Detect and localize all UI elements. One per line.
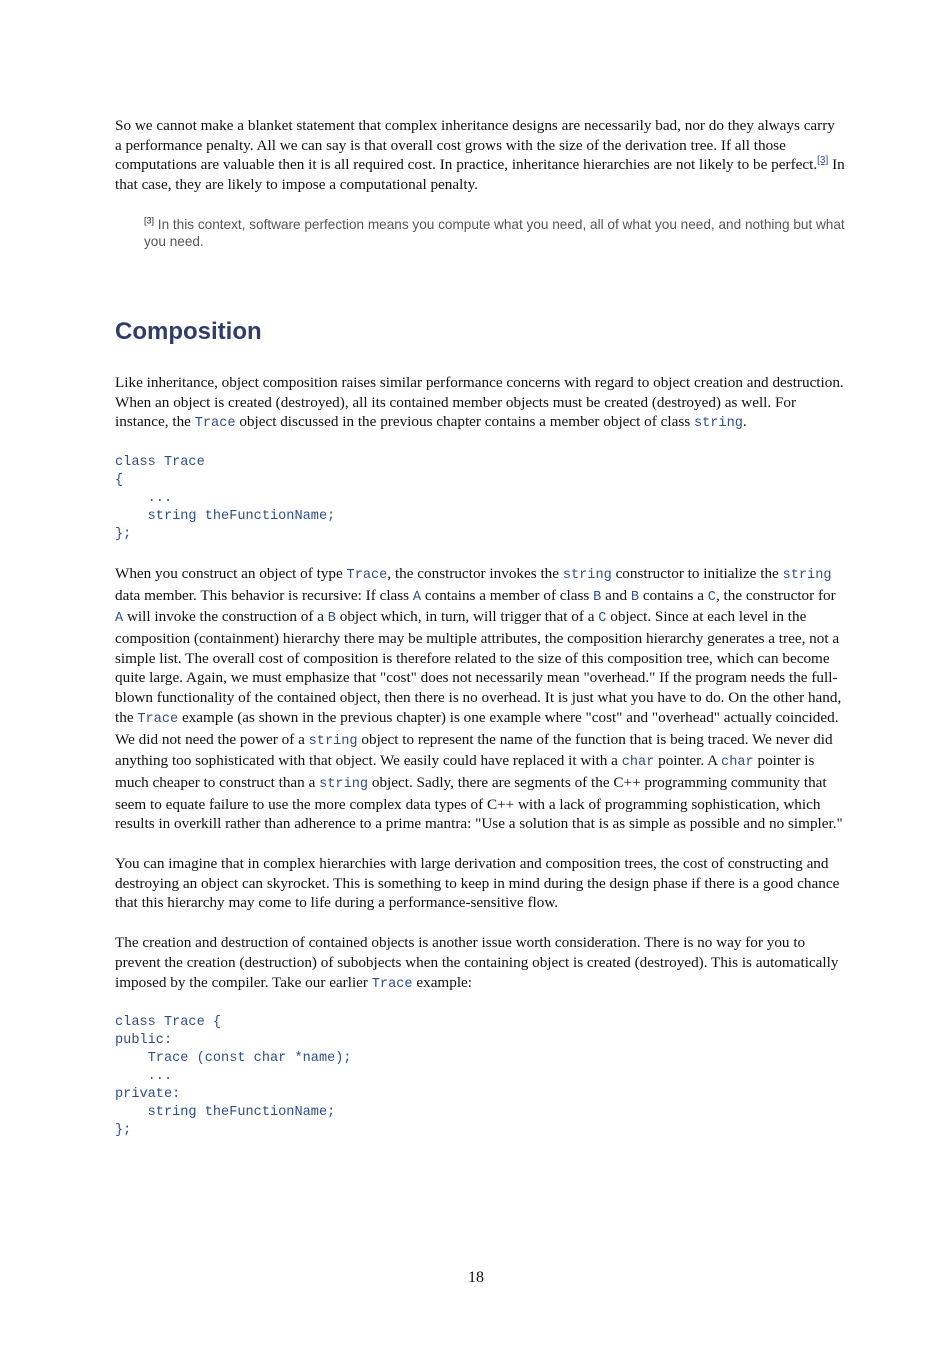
text: . bbox=[742, 413, 747, 431]
paragraph-subobject-creation bbox=[115, 933, 845, 994]
text: So we cannot make a blanket statement that complex inheritance designs are necessarily bad, nor do they always carry a performance penalty. All we can say is that overall cost grows with the size of the derivation tree. If all those computations are valuable then it is all required cost. In practice, inheritance hierarchies are not likely to be perfect. bbox=[115, 117, 835, 174]
code-block-trace-class: class Trace { ... string theFunctionName; }; bbox=[115, 454, 336, 542]
footnote-reference-link[interactable]: [3] bbox=[817, 155, 829, 167]
text: In that case, they are likely to impose a computational penalty. bbox=[115, 156, 845, 194]
text: contains a bbox=[639, 586, 708, 604]
section-heading: Composition bbox=[115, 317, 262, 345]
text: object to represent the name of the function that is being traced. We never did anything too sophisticated with that object. We easily could have replaced it with a bbox=[115, 730, 833, 770]
inline-code: Trace bbox=[194, 416, 236, 432]
code-block-trace-class-full: class Trace { public: Trace (const char *name); ... private: string theFunctionName; }; bbox=[115, 1015, 352, 1139]
text: object which, in turn, will trigger that of a bbox=[335, 608, 599, 626]
text: The creation and destruction of contained objects is another issue worth consideration. There is no way for you to prevent the creation (destruction) of subobjects when the containing object is created (destroyed). This is automatically imposed by the compiler. Take our earlier bbox=[115, 934, 839, 991]
inline-code: string bbox=[693, 416, 743, 432]
paragraph-constructor-recursion bbox=[115, 564, 845, 834]
inline-code: A bbox=[115, 611, 124, 627]
inline-code: char bbox=[721, 755, 754, 771]
inline-code: string bbox=[782, 567, 832, 583]
page-body bbox=[115, 116, 845, 1140]
text: will invoke the construction of a bbox=[123, 608, 328, 626]
text: object. Since at each level in the composition (containment) hierarchy there may be multiple attributes, the composition hierarchy generates a tree, not a simple list. The overall cost of composition is therefore related to the size of this composition tree, which can become quite large. Again, we must emphasize that "cost" does not necessarily mean "overhead." If the program needs the full-blown functionality of the contained object, then there is no overhead. It is just what you have to do. On the other hand, the bbox=[115, 608, 842, 726]
text: Like inheritance, object composition raises similar performance concerns with regard to object creation and destruction. When an object is created (destroyed), all its contained member objects must be created (destroyed) as well. For instance, the bbox=[115, 373, 844, 431]
inline-code: C bbox=[707, 589, 716, 605]
inline-code: B bbox=[630, 589, 640, 605]
inline-code: string bbox=[319, 776, 369, 792]
text: pointer. A bbox=[654, 752, 722, 770]
footnote-text: In this context, software perfection means you compute what you need, all of what you need, and nothing but what you need. bbox=[144, 216, 845, 249]
text: When you construct an object of type bbox=[115, 564, 347, 582]
inline-code: char bbox=[621, 755, 655, 771]
paragraph-complex-hierarchies: You can imagine that in complex hierarchies with large derivation and composition trees, the cost of constructing and destroying an object can skyrocket. This is something to keep in mind during the design phase if there is a good chance that this hierarchy may come to life during a performance-sensitive flow. bbox=[115, 855, 840, 912]
text: object discussed in the previous chapter contains a member object of class bbox=[235, 413, 694, 431]
inline-code: A bbox=[412, 589, 422, 605]
inline-code: B bbox=[593, 589, 602, 605]
text: and bbox=[601, 586, 631, 604]
text: , the constructor for bbox=[715, 586, 836, 604]
inline-code: Trace bbox=[137, 711, 179, 727]
inline-code: B bbox=[327, 611, 336, 627]
text: constructor to initialize the bbox=[611, 564, 783, 582]
inline-code: string bbox=[308, 733, 358, 749]
inline-code: string bbox=[562, 567, 612, 583]
paragraph-composition-intro bbox=[115, 373, 845, 434]
inline-code: Trace bbox=[346, 567, 388, 583]
page-number: 18 bbox=[468, 1269, 484, 1286]
footnote bbox=[144, 216, 845, 250]
text: data member. This behavior is recursive: If class bbox=[115, 586, 413, 604]
inline-code: Trace bbox=[371, 976, 413, 992]
text: , the constructor invokes the bbox=[387, 564, 563, 582]
footnote-mark: [3] bbox=[144, 215, 155, 226]
text: example: bbox=[412, 973, 473, 991]
text: example (as shown in the previous chapter) is one example where "cost" and "overhead" actually coincided. We did not need the power of a bbox=[115, 708, 839, 748]
inline-code: C bbox=[598, 611, 607, 627]
text: contains a member of class bbox=[421, 586, 594, 604]
text: object. Sadly, there are segments of the C++ programming community that seem to equate failure to use the more complex data types of C++ with a lack of programming sophistication, which results in overkill rather than adherence to a prime mantra: "Use a solution that is as simple as possible and no simpler." bbox=[115, 773, 843, 833]
paragraph-inheritance-cost bbox=[115, 116, 845, 195]
text: pointer is much cheaper to construct than a bbox=[115, 752, 815, 791]
